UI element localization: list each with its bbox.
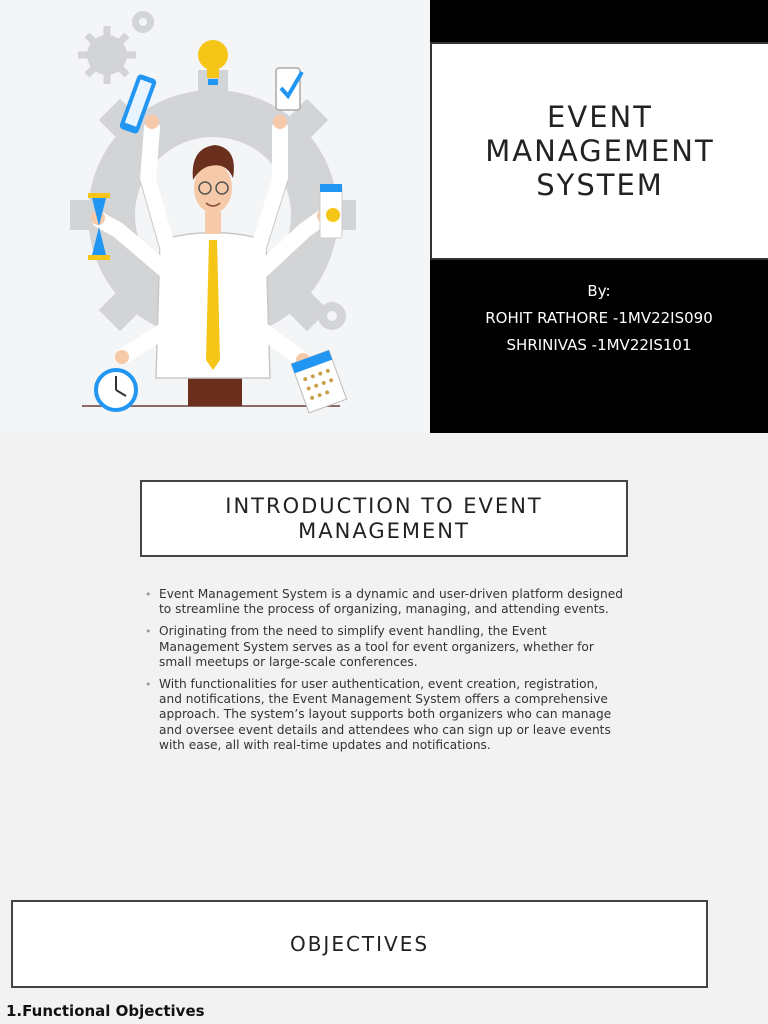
list-item: [145, 677, 623, 753]
author-name: SHRINIVAS -1MV22IS101: [506, 336, 692, 354]
intro-title: INTRODUCTION TO EVENT MANAGEMENT: [225, 493, 543, 543]
businessman-illustration-icon: [0, 0, 430, 433]
authors-block: [430, 278, 768, 359]
bullet-icon: •: [145, 625, 152, 639]
list-item: [145, 624, 623, 670]
heading-number: 1.: [6, 1002, 23, 1020]
by-label: By:: [587, 282, 611, 300]
bullet-icon: •: [145, 678, 152, 692]
list-item: [145, 587, 623, 617]
intro-bullet-list: [145, 587, 623, 760]
intro-title-box: [140, 480, 628, 557]
author-name: ROHIT RATHORE -1MV22IS090: [485, 309, 713, 327]
bullet-text: Event Management System is a dynamic and user-driven platform designed to streamline the process of organizing, managing, and attending events.: [159, 587, 623, 617]
multitasking-illustration: [0, 0, 430, 433]
presentation-title: EVENT MANAGEMENT SYSTEM: [485, 100, 715, 202]
title-box: [430, 42, 768, 260]
objectives-title: OBJECTIVES: [289, 932, 430, 956]
bullet-icon: •: [145, 588, 152, 601]
bullet-text: With functionalities for user authentication, event creation, registration, and notifications, the Event Management System offers a comprehensive approach. The system’s layout supports both organizers who can manage and oversee event details and attendees who can sign up or leave events with ease, all with real-time updates and notifications.: [159, 677, 612, 752]
title-slide: [0, 0, 768, 433]
bullet-text: Originating from the need to simplify event handling, the Event Management System serves as a tool for event organizers, whether for small meetups or large-scale conferences.: [159, 624, 594, 669]
objectives-title-box: [11, 900, 708, 988]
functional-objectives-heading: [6, 1002, 205, 1020]
heading-text: Functional Objectives: [22, 1002, 205, 1020]
